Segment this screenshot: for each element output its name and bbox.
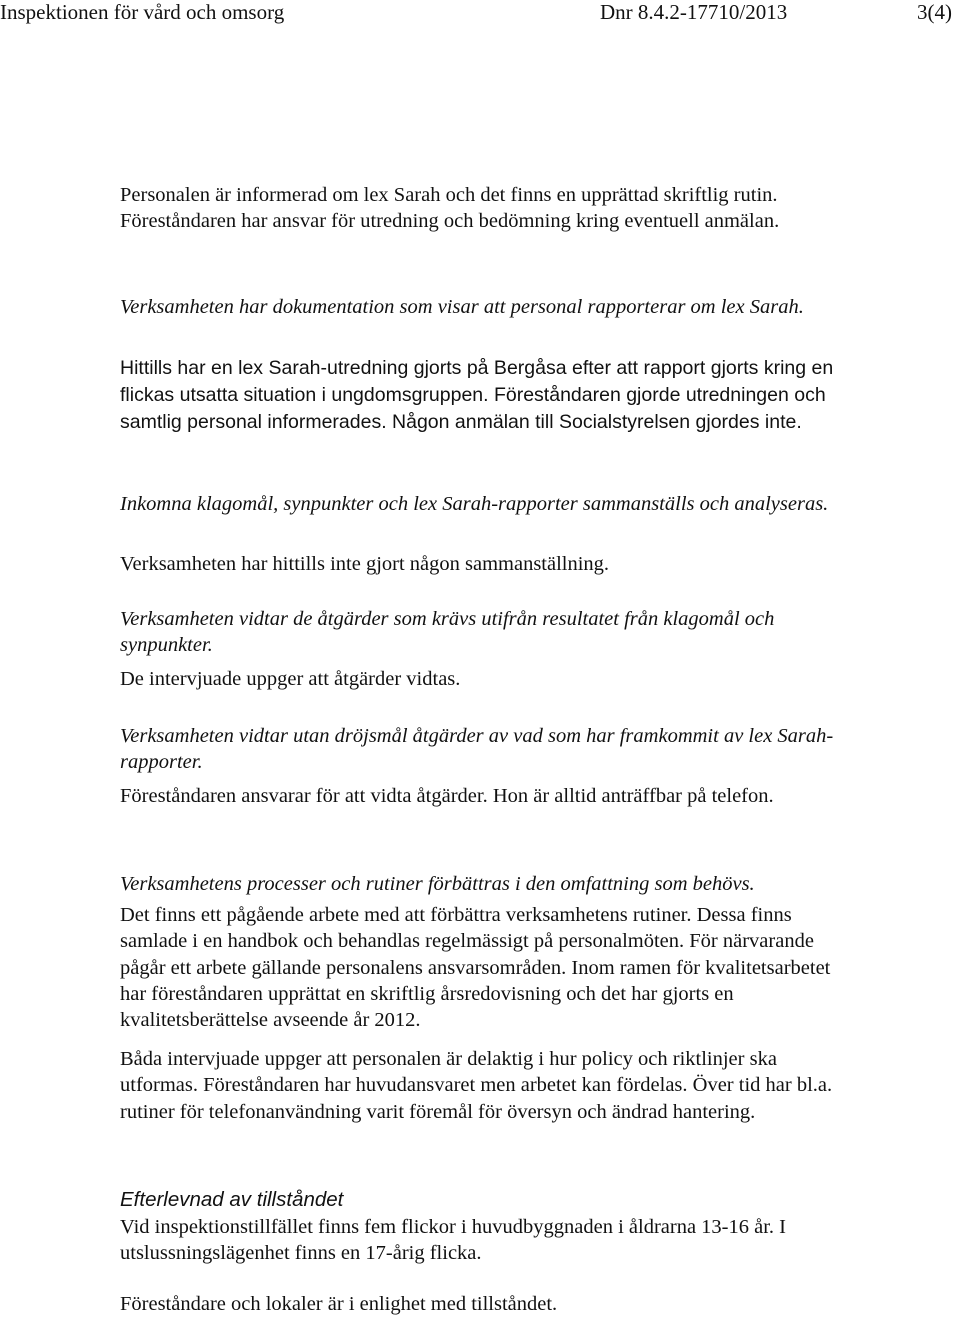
criterion-complaints-analysis (120, 491, 840, 517)
criterion-text: Inkomna klagomål, synpunkter och lex Sarah-rapporter sammanställs och analyseras. (120, 493, 829, 515)
section-heading: Efterlevnad av tillståndet (120, 1188, 344, 1211)
header-diary-number: Dnr 8.4.2-17710/2013 (600, 0, 788, 24)
criterion-processes (120, 871, 840, 897)
paragraph-text: Det finns ett pågående arbete med att förbättra verksamhetens rutiner. Dessa finns samlade i en handbok och behandlas regelmässigt på personalmöten. För närvarande pågår ett arbete gällande personalens ansvarsområden. Inom ramen för kvalitetsarbetet har föreståndaren upprättat en skriftlig årsredovisning och det har gjorts en kvalitetsberättelse avseende år 2012. (120, 904, 831, 1032)
paragraph-text: De intervjuade uppger att åtgärder vidtas. (120, 668, 461, 690)
criterion-measures (120, 606, 840, 659)
paragraph-responsibility (120, 783, 840, 809)
paragraph-measures-taken (120, 666, 840, 692)
paragraph-improvement-work (120, 902, 840, 1033)
criterion-immediate-measures (120, 723, 840, 776)
criterion-text: Verksamheten vidtar utan dröjsmål åtgärder av vad som har framkommit av lex Sarah-rapporter. (120, 725, 834, 774)
paragraph-participation (120, 1046, 840, 1125)
criterion-text: Verksamhetens processer och rutiner förbättras i den omfattning som behövs. (120, 873, 755, 895)
paragraph-text: Vid inspektionstillfället finns fem flickor i huvudbyggnaden i åldrarna 13-16 år. I utslussningslägenhet finns en 17-årig flicka. (120, 1216, 786, 1265)
paragraph-text: Personalen är informerad om lex Sarah och det finns en upprättad skriftlig rutin. Föreståndaren har ansvar för utredning och bedömning kring eventuell anmälan. (120, 184, 780, 233)
criterion-text: Verksamheten har dokumentation som visar att personal rapporterar om lex Sarah. (120, 296, 804, 318)
paragraph-residents (120, 1214, 840, 1267)
header-page-number: 3(4) (917, 0, 952, 24)
criterion-documentation (120, 294, 840, 320)
paragraph-text: Hittills har en lex Sarah-utredning gjorts på Bergåsa efter att rapport gjorts kring en flickas utsatta situation i ungdomsgruppen. Föreståndaren gjorde utredningen och samtlig personal informerades. Någon anmälan till Socialstyrelsen gjordes inte. (120, 357, 834, 433)
paragraph-compilation (120, 551, 840, 577)
header-organization: Inspektionen för vård och omsorg (0, 0, 285, 24)
paragraph-lex-sarah-info (120, 182, 840, 235)
criterion-text: Verksamheten vidtar de åtgärder som krävs utifrån resultatet från klagomål och synpunkter. (120, 608, 775, 657)
paragraph-permit-compliance (120, 1291, 840, 1317)
paragraph-text: Verksamheten har hittills inte gjort någon sammanställning. (120, 553, 610, 575)
paragraph-utredning (120, 355, 840, 436)
paragraph-text: Föreståndaren ansvarar för att vidta åtgärder. Hon är alltid anträffbar på telefon. (120, 785, 774, 807)
paragraph-text: Båda intervjuade uppger att personalen är delaktig i hur policy och riktlinjer ska utformas. Föreståndaren har huvudansvaret men arbetet kan fördelas. Över tid har bl.a. rutiner för telefonanvändning varit föremål för översyn och ändrad hantering. (120, 1048, 833, 1123)
paragraph-text: Föreståndare och lokaler är i enlighet med tillståndet. (120, 1293, 558, 1315)
